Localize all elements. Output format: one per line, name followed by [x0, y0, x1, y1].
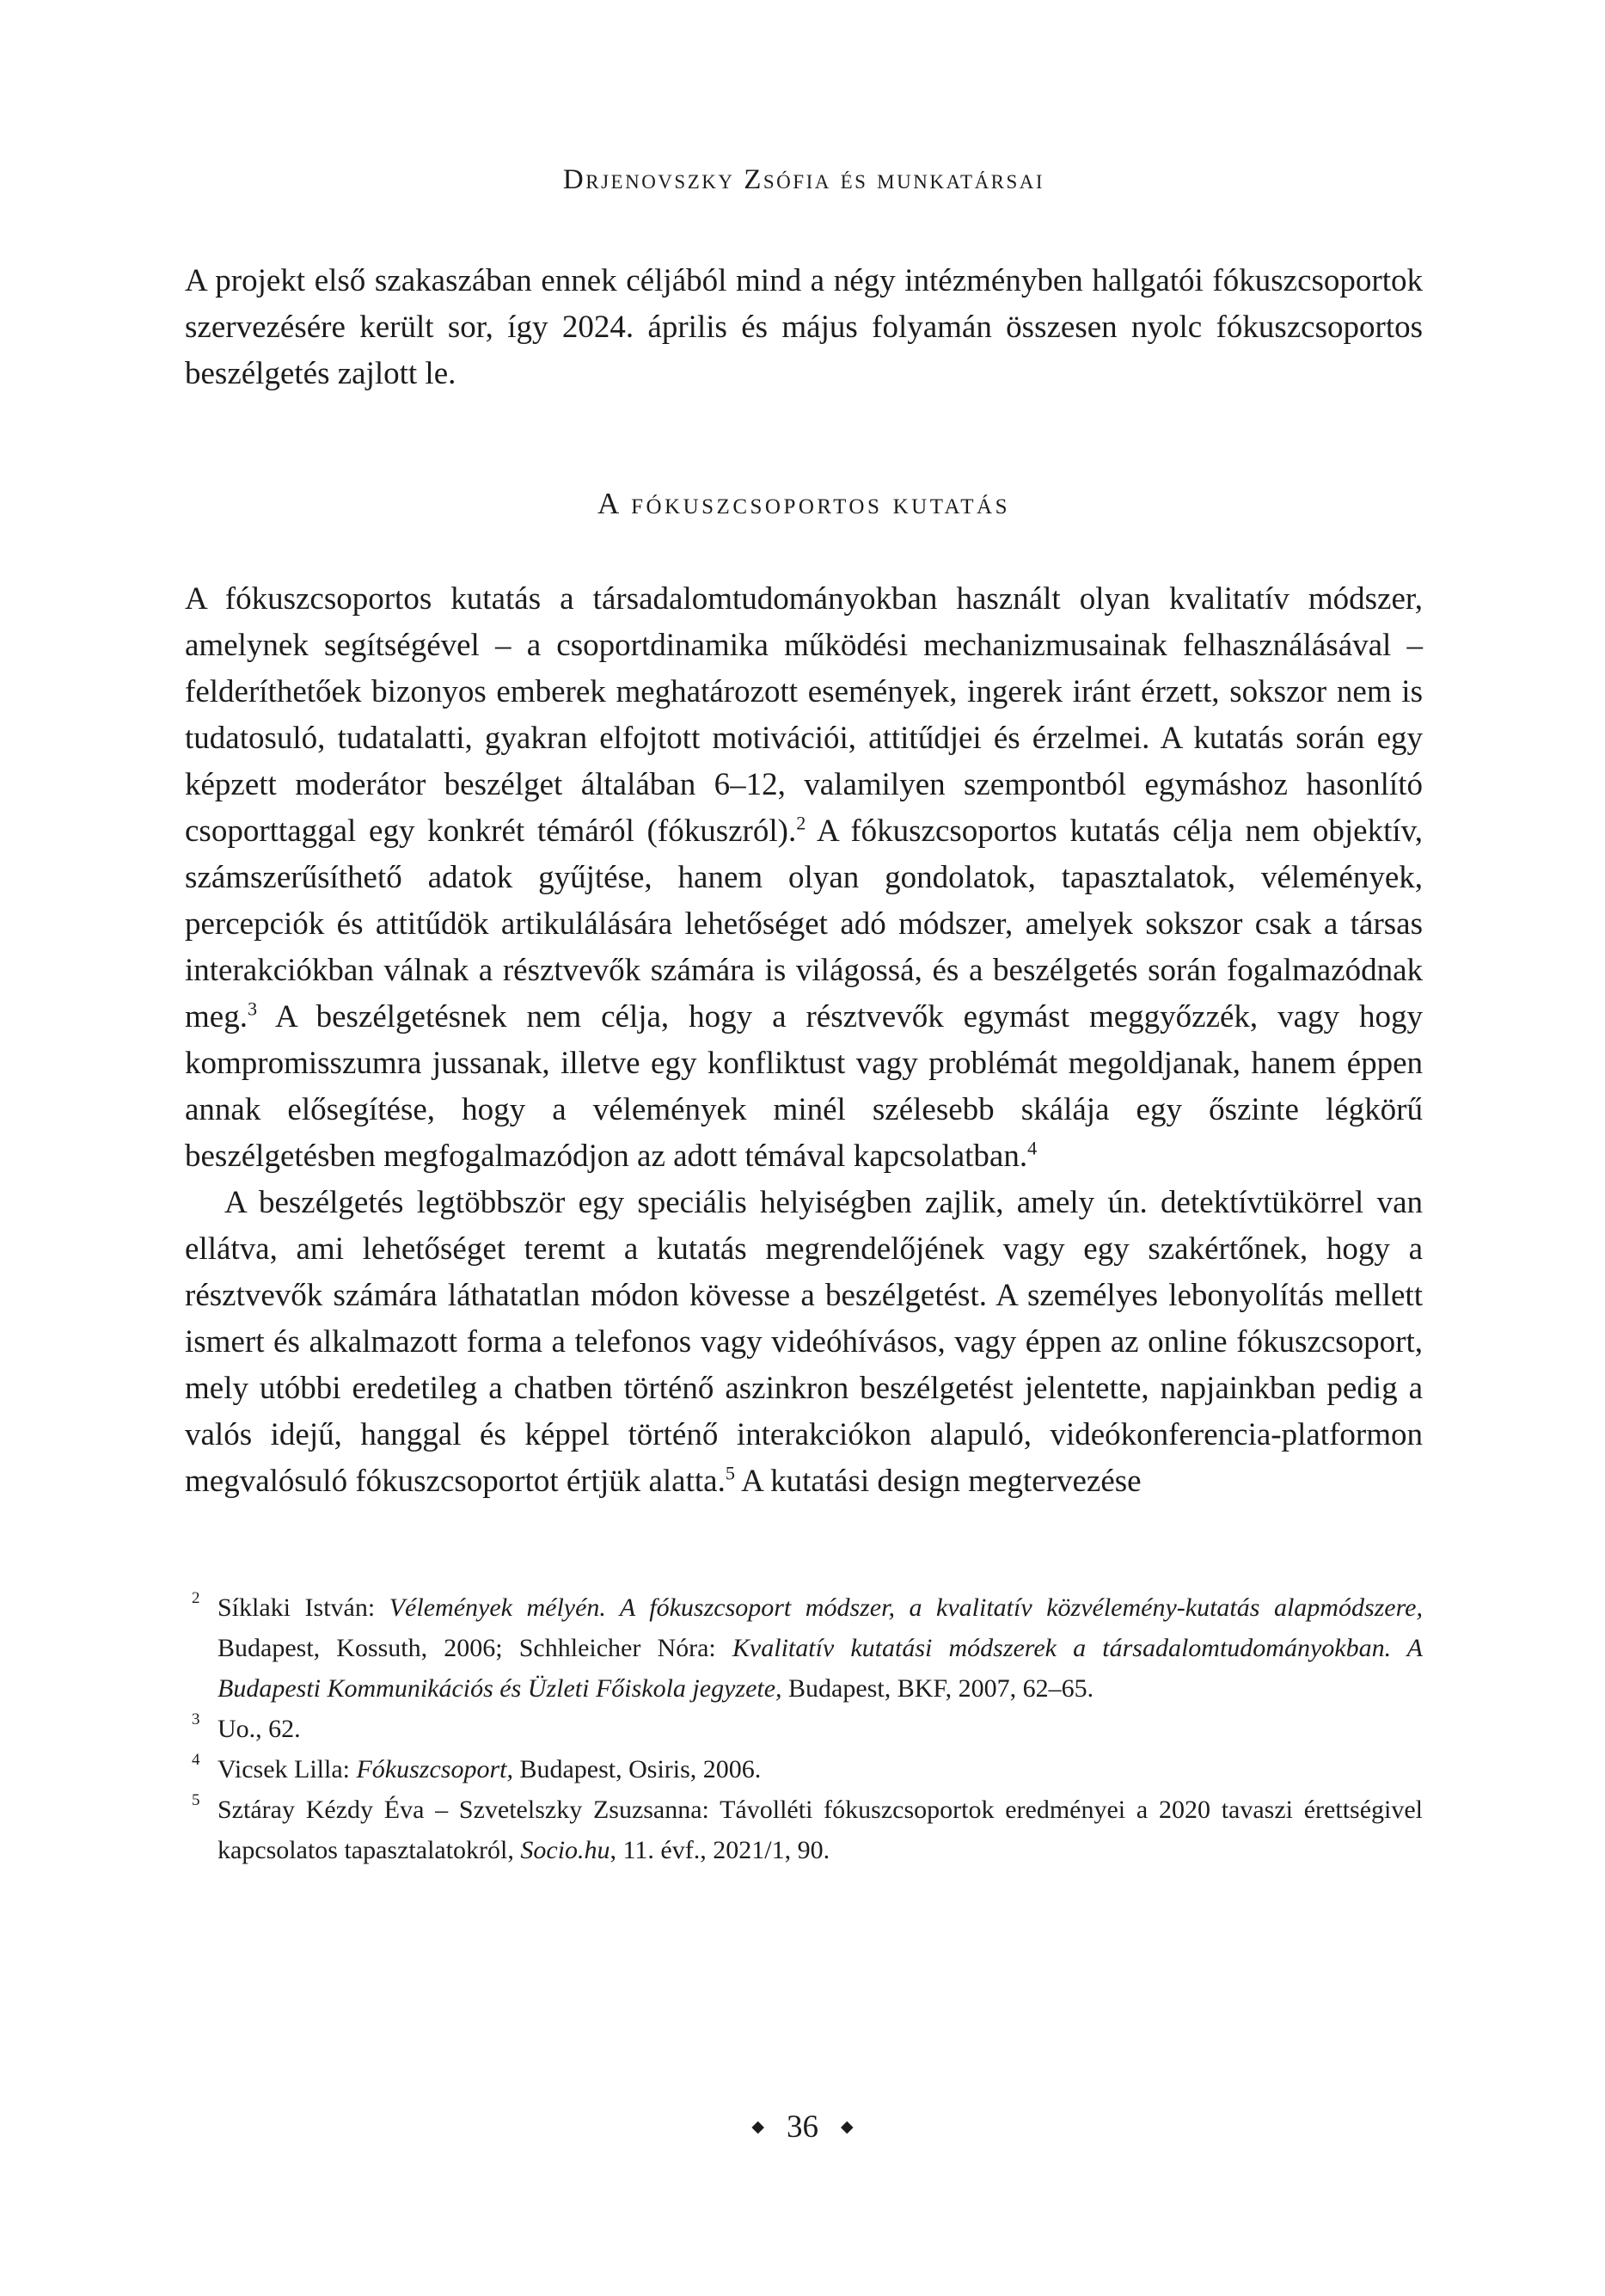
- body-paragraph-main: A fókuszcsoportos kutatás a társadalomtudományokban használt olyan kvalitatív módszer, amelynek segítségével – a csoportdinamika működési mechanizmusainak felhasználásával – felderíthetőek bizonyos emberek meghatározott események, ingerek iránt érzett, sokszor nem is tudatosuló, tudatalatti, gyakran elfojtott motivációi, attitűdjei és érzelmei. A kutatás során egy képzett moderátor beszélget általában 6–12, valamilyen szempontból egymáshoz hasonlító csoporttaggal egy konkrét témáról (fókuszról).$^2$ A fókuszcsoportos kutatás célja nem objektív, számszerűsíthető adatok gyűjtése, hanem olyan gondolatok, tapasztalatok, vélemények, percepciók és attitűdök artikulálására lehetőséget adó módszer, amelyek sokszor csak a társas interakciókban válnak a résztvevők számára is világossá, és a beszélgetés során fogalmazódnak meg.$^3$ A beszélgetésnek nem célja, hogy a résztvevők egymást meggyőzzék, vagy hogy kompromisszumra jussanak, illetve egy konfliktust vagy problémát megoldjanak, hanem éppen annak elősegítése, hogy a vélemények minél szélesebb skálája egy őszinte légkörű beszélgetésben megfogalmazódjon az adott témával kapcsolatban.$^4$: [185, 581, 1424, 1174]
- footnotes-block: [185, 1587, 1423, 1870]
- body-paragraph-second: A beszélgetés legtöbbször egy speciális helyiségben zajlik, amely ún. detektívtükörrel van ellátva, ami lehetőséget teremt a kutatás megrendelőjének vagy egy szakértőnek, hogy a résztvevők számára láthatatlan módon kövesse a beszélgetést. A személyes lebonyolítás mellett ismert és alkalmazott forma a telefonos vagy videóhívásos, vagy éppen az online fókuszcsoport, mely utóbbi eredetileg a chatben történő aszinkron beszélgetést jelentette, napjainkban pedig a valós idejű, hanggal és képpel történő interakciókon alapuló, videókonferencia-platformon megvalósuló fókuszcsoportot értjük alatta.$^5$ A kutatási design megtervezése: [185, 1185, 1423, 1499]
- footnote-reference: 4: [1027, 1137, 1038, 1159]
- footnote-4: [185, 1749, 1423, 1790]
- footnote-text: Uo., 62.: [217, 1715, 301, 1743]
- footnote-5: [185, 1790, 1423, 1870]
- footer-diamond-right: ◆: [841, 2118, 854, 2136]
- footnote-number: 5: [192, 1791, 200, 1809]
- footer-diamond-left: ◆: [751, 2118, 764, 2136]
- footnote-text: Síklaki István: Vélemények mélyén. A fókuszcsoport módszer, a kvalitatív közvélemény-kutatás alapmódszere, Budapest, Kossuth, 2006; Schhleicher Nóra: Kvalitatív kutatási módszerek a társadalomtudományokban. A Budapesti Kommunikációs és Üzleti Főiskola jegyzete, Budapest, BKF, 2007, 62–65.: [217, 1593, 1424, 1703]
- footnote-reference: 2: [796, 812, 806, 834]
- footnote-2: [185, 1587, 1423, 1709]
- footnote-reference: 5: [725, 1462, 735, 1484]
- running-header: Drjenovszky Zsófia és munkatársai: [562, 164, 1045, 195]
- page-footer: [0, 2109, 1605, 2146]
- intro-paragraph: A projekt első szakaszában ennek céljából mind a négy intézményben hallgatói fókuszcsoportok szervezésére került sor, így 2024. április és május folyamán összesen nyolc fókuszcsoportos beszélgetés zajlott le.: [185, 263, 1423, 391]
- footnote-number: 3: [192, 1710, 200, 1728]
- footnote-reference: 3: [247, 998, 258, 1020]
- footnote-text: Sztáray Kézdy Éva – Szvetelszky Zsuzsanna: Távolléti fókuszcsoportok eredményei a 2020 tavaszi érettségivel kapcsolatos tapasztalatokról, Socio.hu, 11. évf., 2021/1, 90.: [217, 1796, 1423, 1864]
- page-number: 36: [787, 2109, 818, 2145]
- footnote-number: 4: [192, 1751, 200, 1769]
- footnote-number: 2: [192, 1589, 200, 1607]
- section-heading: A fókuszcsoportos kutatás: [597, 487, 1011, 520]
- footnote-text: Vicsek Lilla: Fókuszcsoport, Budapest, Osiris, 2006.: [217, 1755, 762, 1783]
- footnote-3: [185, 1709, 1423, 1749]
